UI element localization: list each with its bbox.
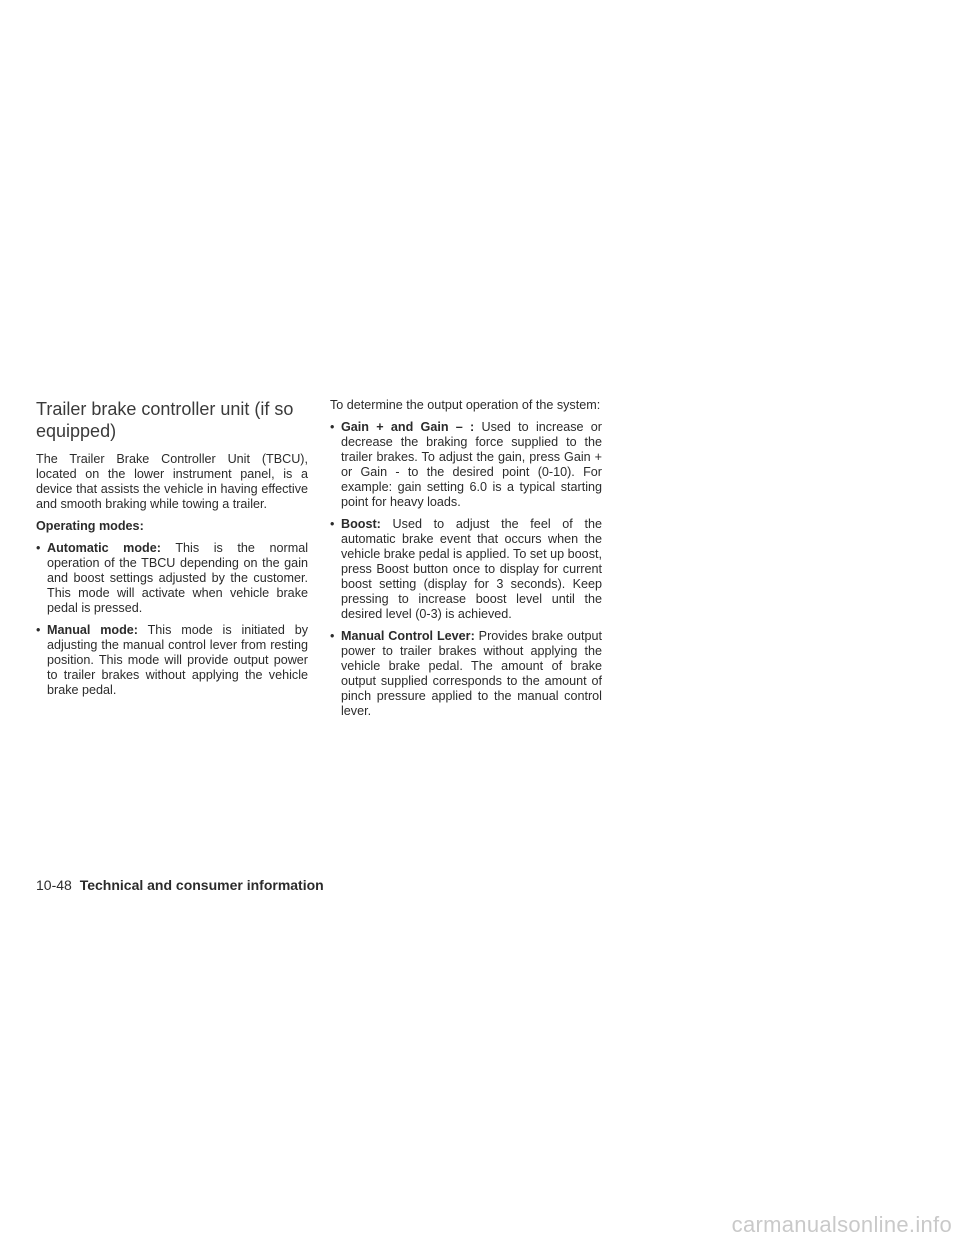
- mode-manual: [36, 623, 308, 698]
- page-footer: [36, 876, 324, 894]
- bullet-icon: •: [330, 420, 335, 434]
- bullet-term: Gain + and Gain – :: [341, 420, 475, 434]
- control-manual-lever: [330, 629, 602, 719]
- output-intro-paragraph: To determine the output operation of the system:: [330, 398, 601, 412]
- left-column: [36, 398, 308, 705]
- mode-automatic: [36, 541, 308, 616]
- bullet-term: Automatic mode:: [47, 541, 161, 555]
- control-boost: [330, 517, 602, 622]
- bullet-text: Used to increase or decrease the braking force supplied to the trailer brakes. To adjust the gain, press Gain + or Gain - to the desired point (0-10). For example: gain setting 6.0 is a typical starting point for heavy loads.: [341, 420, 603, 509]
- bullet-icon: •: [36, 623, 41, 637]
- intro-paragraph: The Trailer Brake Controller Unit (TBCU), located on the lower instrument panel, is a device that assists the vehicle in having effective and smooth braking while towing a trailer.: [36, 452, 308, 511]
- bullet-text: Provides brake output power to trailer brakes without applying the vehicle brake pedal. The amount of brake output supplied corresponds to the amount of pinch pressure applied to the manual control lever.: [341, 629, 602, 718]
- bullet-text: Used to adjust the feel of the automatic brake event that occurs when the vehicle brake pedal is applied. To set up boost, press Boost button once to display for current boost setting (display for 3 seconds). Keep pressing to increase boost level until the desired level (0-3) is achieved.: [341, 517, 602, 621]
- bullet-icon: •: [330, 517, 335, 531]
- bullet-icon: •: [330, 629, 335, 643]
- bullet-icon: •: [36, 541, 41, 555]
- bullet-text: This mode is initiated by adjusting the manual control lever from resting position. This mode will provide output power to trailer brakes without applying the vehicle brake pedal.: [47, 623, 308, 697]
- operating-modes-heading: Operating modes:: [36, 519, 144, 533]
- section-title: Trailer brake controller unit (if so equipped): [36, 399, 294, 441]
- bullet-term: Boost:: [341, 517, 381, 531]
- right-column: [330, 398, 602, 726]
- control-gain: [330, 420, 602, 510]
- bullet-term: Manual mode:: [47, 623, 138, 637]
- bullet-text: This is the normal operation of the TBCU depending on the gain and boost settings adjusted by the customer. This mode will activate when vehicle brake pedal is pressed.: [47, 541, 308, 615]
- chapter-title: Technical and consumer information: [79, 877, 324, 893]
- bullet-term: Manual Control Lever:: [341, 629, 475, 643]
- watermark: carmanualsonline.info: [731, 1212, 952, 1237]
- page-number: 10-48: [36, 877, 72, 893]
